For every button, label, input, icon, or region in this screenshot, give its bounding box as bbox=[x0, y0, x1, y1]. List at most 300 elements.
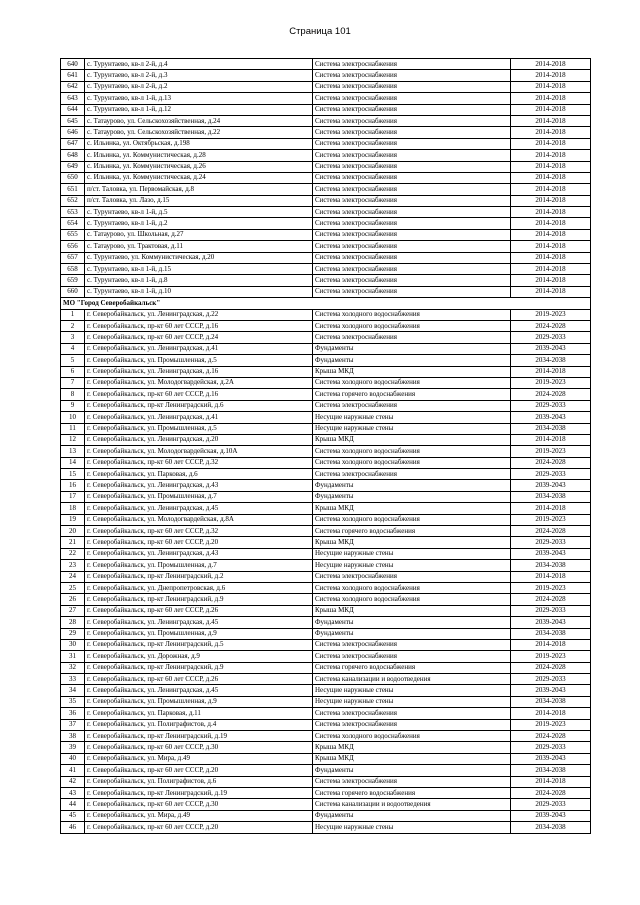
system-cell: Система электроснабжения bbox=[313, 229, 511, 240]
table-row bbox=[61, 115, 591, 126]
address-cell: г. Северобайкальск, ул. Мира, д.49 bbox=[85, 810, 313, 821]
period-cell: 2034-2038 bbox=[511, 355, 591, 366]
row-number: 643 bbox=[61, 93, 85, 104]
table-row bbox=[61, 491, 591, 502]
row-number: 18 bbox=[61, 503, 85, 514]
address-cell: с. Турунтаево, ул. Коммунистическая, д.20 bbox=[85, 252, 313, 263]
system-cell: Система электроснабжения bbox=[313, 332, 511, 343]
address-cell: г. Северобайкальск, ул. Ленинградская, д.45 bbox=[85, 503, 313, 514]
address-cell: г. Северобайкальск, пр-кт 60 лет СССР, д.20 bbox=[85, 822, 313, 833]
system-cell: Система электроснабжения bbox=[313, 127, 511, 138]
address-cell: с. Турунтаево, кв-л 1-й, д.8 bbox=[85, 275, 313, 286]
table-row bbox=[61, 343, 591, 354]
table-row bbox=[61, 457, 591, 468]
system-cell: Система электроснабжения bbox=[313, 469, 511, 480]
address-cell: с. Ильинка, ул. Октябрьская, д.198 bbox=[85, 138, 313, 149]
table-row bbox=[61, 59, 591, 70]
period-cell: 2034-2038 bbox=[511, 765, 591, 776]
period-cell: 2014-2018 bbox=[511, 127, 591, 138]
table-row bbox=[61, 241, 591, 252]
period-cell: 2014-2018 bbox=[511, 150, 591, 161]
system-cell: Система горячего водоснабжения bbox=[313, 389, 511, 400]
system-cell: Система электроснабжения bbox=[313, 275, 511, 286]
table-row bbox=[61, 195, 591, 206]
system-cell: Система электроснабжения bbox=[313, 571, 511, 582]
table-row bbox=[61, 514, 591, 525]
row-number: 15 bbox=[61, 469, 85, 480]
period-cell: 2024-2028 bbox=[511, 788, 591, 799]
row-number: 27 bbox=[61, 605, 85, 616]
period-cell: 2029-2033 bbox=[511, 537, 591, 548]
period-cell: 2039-2043 bbox=[511, 810, 591, 821]
system-cell: Система холодного водоснабжения bbox=[313, 320, 511, 331]
system-cell: Система электроснабжения bbox=[313, 400, 511, 411]
row-number: 649 bbox=[61, 161, 85, 172]
system-cell: Система электроснабжения bbox=[313, 172, 511, 183]
row-number: 10 bbox=[61, 412, 85, 423]
period-cell: 2014-2018 bbox=[511, 503, 591, 514]
address-cell: г. Северобайкальск, пр-кт 60 лет СССР, д.16 bbox=[85, 389, 313, 400]
table-row bbox=[61, 731, 591, 742]
system-cell: Система горячего водоснабжения bbox=[313, 788, 511, 799]
address-cell: с. Турунтаево, кв-л 1-й, д.13 bbox=[85, 93, 313, 104]
table-row bbox=[61, 503, 591, 514]
row-number: 12 bbox=[61, 434, 85, 445]
row-number: 23 bbox=[61, 560, 85, 571]
row-number: 13 bbox=[61, 446, 85, 457]
table-row bbox=[61, 150, 591, 161]
period-cell: 2014-2018 bbox=[511, 115, 591, 126]
table-row bbox=[61, 582, 591, 593]
table-row bbox=[61, 560, 591, 571]
period-cell: 2029-2033 bbox=[511, 799, 591, 810]
address-cell: г. Северобайкальск, ул. Молодогвардейская, д.10А bbox=[85, 446, 313, 457]
register-table bbox=[60, 58, 591, 834]
table-row bbox=[61, 286, 591, 297]
row-number: 659 bbox=[61, 275, 85, 286]
table-row bbox=[61, 662, 591, 673]
row-number: 44 bbox=[61, 799, 85, 810]
table-row bbox=[61, 446, 591, 457]
address-cell: г. Северобайкальск, ул. Ленинградская, д.16 bbox=[85, 366, 313, 377]
period-cell: 2014-2018 bbox=[511, 104, 591, 115]
address-cell: г. Северобайкальск, ул. Полиграфистов, д.4 bbox=[85, 719, 313, 730]
table-row bbox=[61, 685, 591, 696]
table-row bbox=[61, 548, 591, 559]
period-cell: 2024-2028 bbox=[511, 389, 591, 400]
address-cell: с. Татаурово, ул. Трактовая, д.11 bbox=[85, 241, 313, 252]
system-cell: Несущие наружные стены bbox=[313, 560, 511, 571]
period-cell: 2029-2033 bbox=[511, 400, 591, 411]
row-number: 658 bbox=[61, 264, 85, 275]
row-number: 31 bbox=[61, 651, 85, 662]
row-number: 26 bbox=[61, 594, 85, 605]
table-row bbox=[61, 389, 591, 400]
period-cell: 2024-2028 bbox=[511, 731, 591, 742]
register-table-body bbox=[61, 59, 591, 834]
period-cell: 2014-2018 bbox=[511, 195, 591, 206]
table-row bbox=[61, 412, 591, 423]
section-title: МО "Город Северобайкальск" bbox=[61, 298, 591, 309]
row-number: 647 bbox=[61, 138, 85, 149]
table-row bbox=[61, 127, 591, 138]
row-number: 650 bbox=[61, 172, 85, 183]
table-row bbox=[61, 172, 591, 183]
row-number: 6 bbox=[61, 366, 85, 377]
system-cell: Система электроснабжения bbox=[313, 104, 511, 115]
period-cell: 2019-2023 bbox=[511, 719, 591, 730]
row-number: 37 bbox=[61, 719, 85, 730]
table-row bbox=[61, 719, 591, 730]
address-cell: г. Северобайкальск, ул. Мира, д.49 bbox=[85, 753, 313, 764]
table-row bbox=[61, 81, 591, 92]
system-cell: Фундаменты bbox=[313, 810, 511, 821]
address-cell: п/ст. Таловка, ул. Лазо, д.15 bbox=[85, 195, 313, 206]
period-cell: 2014-2018 bbox=[511, 286, 591, 297]
table-row bbox=[61, 377, 591, 388]
system-cell: Система электроснабжения bbox=[313, 59, 511, 70]
period-cell: 2014-2018 bbox=[511, 218, 591, 229]
table-row bbox=[61, 788, 591, 799]
row-number: 653 bbox=[61, 207, 85, 218]
address-cell: г. Северобайкальск, пр-кт 60 лет СССР, д.20 bbox=[85, 765, 313, 776]
row-number: 17 bbox=[61, 491, 85, 502]
table-row bbox=[61, 320, 591, 331]
table-row bbox=[61, 605, 591, 616]
period-cell: 2024-2028 bbox=[511, 594, 591, 605]
system-cell: Система электроснабжения bbox=[313, 184, 511, 195]
period-cell: 2019-2023 bbox=[511, 651, 591, 662]
period-cell: 2029-2033 bbox=[511, 674, 591, 685]
address-cell: г. Северобайкальск, ул. Ленинградская, д.43 bbox=[85, 548, 313, 559]
table-row bbox=[61, 526, 591, 537]
address-cell: с. Татаурово, ул. Сельскохозяйственная, д.24 bbox=[85, 115, 313, 126]
address-cell: г. Северобайкальск, пр-кт 60 лет СССР, д.30 bbox=[85, 742, 313, 753]
period-cell: 2014-2018 bbox=[511, 241, 591, 252]
address-cell: с. Турунтаево, кв-л 2-й, д.3 bbox=[85, 70, 313, 81]
period-cell: 2034-2038 bbox=[511, 628, 591, 639]
row-number: 30 bbox=[61, 639, 85, 650]
table-row bbox=[61, 810, 591, 821]
table-row bbox=[61, 639, 591, 650]
row-number: 14 bbox=[61, 457, 85, 468]
period-cell: 2039-2043 bbox=[511, 617, 591, 628]
system-cell: Система горячего водоснабжения bbox=[313, 526, 511, 537]
table-row bbox=[61, 480, 591, 491]
address-cell: с. Турунтаево, кв-л 1-й, д.10 bbox=[85, 286, 313, 297]
row-number: 4 bbox=[61, 343, 85, 354]
period-cell: 2014-2018 bbox=[511, 70, 591, 81]
table-row bbox=[61, 628, 591, 639]
period-cell: 2014-2018 bbox=[511, 81, 591, 92]
row-number: 640 bbox=[61, 59, 85, 70]
period-cell: 2019-2023 bbox=[511, 446, 591, 457]
period-cell: 2014-2018 bbox=[511, 275, 591, 286]
period-cell: 2034-2038 bbox=[511, 423, 591, 434]
address-cell: г. Северобайкальск, пр-кт Ленинградский, д.5 bbox=[85, 639, 313, 650]
row-number: 28 bbox=[61, 617, 85, 628]
period-cell: 2014-2018 bbox=[511, 708, 591, 719]
row-number: 11 bbox=[61, 423, 85, 434]
period-cell: 2024-2028 bbox=[511, 457, 591, 468]
period-cell: 2039-2043 bbox=[511, 685, 591, 696]
period-cell: 2029-2033 bbox=[511, 605, 591, 616]
table-row bbox=[61, 207, 591, 218]
address-cell: г. Северобайкальск, ул. Полиграфистов, д.6 bbox=[85, 776, 313, 787]
row-number: 2 bbox=[61, 320, 85, 331]
period-cell: 2014-2018 bbox=[511, 571, 591, 582]
system-cell: Крыша МКД bbox=[313, 366, 511, 377]
table-row bbox=[61, 252, 591, 263]
period-cell: 2019-2023 bbox=[511, 309, 591, 320]
table-row bbox=[61, 218, 591, 229]
row-number: 39 bbox=[61, 742, 85, 753]
period-cell: 2014-2018 bbox=[511, 264, 591, 275]
table-row bbox=[61, 93, 591, 104]
table-row bbox=[61, 161, 591, 172]
period-cell: 2039-2043 bbox=[511, 548, 591, 559]
address-cell: г. Северобайкальск, пр-кт 60 лет СССР, д.26 bbox=[85, 674, 313, 685]
row-number: 641 bbox=[61, 70, 85, 81]
table-row bbox=[61, 275, 591, 286]
system-cell: Система горячего водоснабжения bbox=[313, 662, 511, 673]
section-row bbox=[61, 298, 591, 309]
period-cell: 2039-2043 bbox=[511, 343, 591, 354]
row-number: 32 bbox=[61, 662, 85, 673]
system-cell: Фундаменты bbox=[313, 355, 511, 366]
address-cell: г. Северобайкальск, ул. Ленинградская, д.43 bbox=[85, 480, 313, 491]
system-cell: Фундаменты bbox=[313, 617, 511, 628]
system-cell: Система электроснабжения bbox=[313, 252, 511, 263]
row-number: 645 bbox=[61, 115, 85, 126]
row-number: 657 bbox=[61, 252, 85, 263]
table-row bbox=[61, 332, 591, 343]
system-cell: Система электроснабжения bbox=[313, 81, 511, 92]
address-cell: г. Северобайкальск, пр-кт 60 лет СССР, д.32 bbox=[85, 457, 313, 468]
system-cell: Система холодного водоснабжения bbox=[313, 309, 511, 320]
system-cell: Система холодного водоснабжения bbox=[313, 594, 511, 605]
row-number: 43 bbox=[61, 788, 85, 799]
table-row bbox=[61, 104, 591, 115]
row-number: 29 bbox=[61, 628, 85, 639]
table-row bbox=[61, 571, 591, 582]
address-cell: г. Северобайкальск, пр-кт 60 лет СССР, д.20 bbox=[85, 537, 313, 548]
row-number: 45 bbox=[61, 810, 85, 821]
period-cell: 2034-2038 bbox=[511, 822, 591, 833]
system-cell: Система холодного водоснабжения bbox=[313, 582, 511, 593]
row-number: 40 bbox=[61, 753, 85, 764]
table-row bbox=[61, 537, 591, 548]
address-cell: с. Турунтаево, кв-л 2-й, д.4 bbox=[85, 59, 313, 70]
period-cell: 2014-2018 bbox=[511, 229, 591, 240]
row-number: 24 bbox=[61, 571, 85, 582]
address-cell: г. Северобайкальск, ул. Ленинградская, д.41 bbox=[85, 412, 313, 423]
table-row bbox=[61, 822, 591, 833]
row-number: 38 bbox=[61, 731, 85, 742]
address-cell: г. Северобайкальск, ул. Молодогвардейская, д.2А bbox=[85, 377, 313, 388]
system-cell: Крыша МКД bbox=[313, 434, 511, 445]
system-cell: Система электроснабжения bbox=[313, 639, 511, 650]
period-cell: 2014-2018 bbox=[511, 59, 591, 70]
period-cell: 2029-2033 bbox=[511, 469, 591, 480]
system-cell: Крыша МКД bbox=[313, 605, 511, 616]
system-cell: Система электроснабжения bbox=[313, 719, 511, 730]
row-number: 9 bbox=[61, 400, 85, 411]
row-number: 42 bbox=[61, 776, 85, 787]
row-number: 20 bbox=[61, 526, 85, 537]
period-cell: 2014-2018 bbox=[511, 366, 591, 377]
table-row bbox=[61, 229, 591, 240]
period-cell: 2034-2038 bbox=[511, 491, 591, 502]
system-cell: Система электроснабжения bbox=[313, 708, 511, 719]
system-cell: Система холодного водоснабжения bbox=[313, 731, 511, 742]
row-number: 22 bbox=[61, 548, 85, 559]
table-row bbox=[61, 776, 591, 787]
system-cell: Система электроснабжения bbox=[313, 264, 511, 275]
row-number: 648 bbox=[61, 150, 85, 161]
table-row bbox=[61, 434, 591, 445]
period-cell: 2019-2023 bbox=[511, 514, 591, 525]
table-row bbox=[61, 617, 591, 628]
address-cell: г. Северобайкальск, пр-кт 60 лет СССР, д.32 bbox=[85, 526, 313, 537]
period-cell: 2014-2018 bbox=[511, 776, 591, 787]
address-cell: г. Северобайкальск, ул. Промышленная, д.5 bbox=[85, 355, 313, 366]
address-cell: г. Северобайкальск, пр-кт Ленинградский, д.19 bbox=[85, 788, 313, 799]
row-number: 5 bbox=[61, 355, 85, 366]
table-row bbox=[61, 355, 591, 366]
system-cell: Фундаменты bbox=[313, 491, 511, 502]
system-cell: Система электроснабжения bbox=[313, 115, 511, 126]
period-cell: 2014-2018 bbox=[511, 434, 591, 445]
table-row bbox=[61, 594, 591, 605]
period-cell: 2029-2033 bbox=[511, 742, 591, 753]
system-cell: Система электроснабжения bbox=[313, 150, 511, 161]
period-cell: 2014-2018 bbox=[511, 161, 591, 172]
table-row bbox=[61, 264, 591, 275]
row-number: 644 bbox=[61, 104, 85, 115]
period-cell: 2034-2038 bbox=[511, 560, 591, 571]
address-cell: г. Северобайкальск, ул. Промышленная, д.7 bbox=[85, 560, 313, 571]
table-row bbox=[61, 423, 591, 434]
period-cell: 2039-2043 bbox=[511, 480, 591, 491]
row-number: 19 bbox=[61, 514, 85, 525]
row-number: 35 bbox=[61, 696, 85, 707]
system-cell: Система холодного водоснабжения bbox=[313, 446, 511, 457]
period-cell: 2014-2018 bbox=[511, 138, 591, 149]
period-cell: 2024-2028 bbox=[511, 662, 591, 673]
address-cell: с. Татаурово, ул. Школьная, д.27 bbox=[85, 229, 313, 240]
address-cell: г. Северобайкальск, пр-кт 60 лет СССР, д.16 bbox=[85, 320, 313, 331]
period-cell: 2024-2028 bbox=[511, 320, 591, 331]
address-cell: г. Северобайкальск, пр-кт Ленинградский, д.6 bbox=[85, 400, 313, 411]
address-cell: с. Ильинка, ул. Коммунистическая, д.24 bbox=[85, 172, 313, 183]
table-row bbox=[61, 799, 591, 810]
system-cell: Система электроснабжения bbox=[313, 70, 511, 81]
row-number: 3 bbox=[61, 332, 85, 343]
period-cell: 2039-2043 bbox=[511, 412, 591, 423]
system-cell: Фундаменты bbox=[313, 628, 511, 639]
period-cell: 2014-2018 bbox=[511, 184, 591, 195]
period-cell: 2014-2018 bbox=[511, 172, 591, 183]
system-cell: Несущие наружные стены bbox=[313, 822, 511, 833]
system-cell: Система электроснабжения bbox=[313, 195, 511, 206]
row-number: 41 bbox=[61, 765, 85, 776]
period-cell: 2034-2038 bbox=[511, 696, 591, 707]
period-cell: 2014-2018 bbox=[511, 93, 591, 104]
page-header: Страница 101 bbox=[289, 26, 351, 37]
table-row bbox=[61, 708, 591, 719]
system-cell: Система канализации и водоотведения bbox=[313, 674, 511, 685]
row-number: 651 bbox=[61, 184, 85, 195]
system-cell: Система холодного водоснабжения bbox=[313, 457, 511, 468]
table-row bbox=[61, 184, 591, 195]
address-cell: г. Северобайкальск, ул. Промышленная, д.9 bbox=[85, 696, 313, 707]
row-number: 34 bbox=[61, 685, 85, 696]
address-cell: г. Северобайкальск, ул. Днепропетровская, д.6 bbox=[85, 582, 313, 593]
row-number: 8 bbox=[61, 389, 85, 400]
address-cell: г. Северобайкальск, пр-кт Ленинградский, д.9 bbox=[85, 594, 313, 605]
row-number: 660 bbox=[61, 286, 85, 297]
address-cell: с. Турунтаево, кв-л 2-й, д.2 bbox=[85, 81, 313, 92]
table-row bbox=[61, 400, 591, 411]
table-row bbox=[61, 469, 591, 480]
period-cell: 2039-2043 bbox=[511, 753, 591, 764]
period-cell: 2019-2023 bbox=[511, 582, 591, 593]
period-cell: 2029-2033 bbox=[511, 332, 591, 343]
address-cell: г. Северобайкальск, пр-кт 60 лет СССР, д.26 bbox=[85, 605, 313, 616]
period-cell: 2019-2023 bbox=[511, 377, 591, 388]
row-number: 33 bbox=[61, 674, 85, 685]
row-number: 652 bbox=[61, 195, 85, 206]
system-cell: Система канализации и водоотведения bbox=[313, 799, 511, 810]
address-cell: г. Северобайкальск, ул. Молодогвардейская, д.8А bbox=[85, 514, 313, 525]
row-number: 21 bbox=[61, 537, 85, 548]
address-cell: г. Северобайкальск, пр-кт 60 лет СССР, д.24 bbox=[85, 332, 313, 343]
system-cell: Крыша МКД bbox=[313, 742, 511, 753]
system-cell: Несущие наружные стены bbox=[313, 696, 511, 707]
system-cell: Фундаменты bbox=[313, 343, 511, 354]
system-cell: Фундаменты bbox=[313, 480, 511, 491]
system-cell: Система электроснабжения bbox=[313, 218, 511, 229]
system-cell: Крыша МКД bbox=[313, 503, 511, 514]
row-number: 25 bbox=[61, 582, 85, 593]
address-cell: с. Турунтаево, кв-л 1-й, д.5 bbox=[85, 207, 313, 218]
system-cell: Несущие наружные стены bbox=[313, 412, 511, 423]
address-cell: г. Северобайкальск, пр-кт Ленинградский, д.19 bbox=[85, 731, 313, 742]
address-cell: г. Северобайкальск, ул. Ленинградская, д.20 bbox=[85, 434, 313, 445]
row-number: 655 bbox=[61, 229, 85, 240]
address-cell: г. Северобайкальск, пр-кт Ленинградский, д.2 bbox=[85, 571, 313, 582]
address-cell: с. Турунтаево, кв-л 1-й, д.15 bbox=[85, 264, 313, 275]
system-cell: Несущие наружные стены bbox=[313, 685, 511, 696]
system-cell: Система электроснабжения bbox=[313, 161, 511, 172]
address-cell: г. Северобайкальск, ул. Ленинградская, д.41 bbox=[85, 343, 313, 354]
system-cell: Система электроснабжения bbox=[313, 286, 511, 297]
system-cell: Крыша МКД bbox=[313, 537, 511, 548]
row-number: 646 bbox=[61, 127, 85, 138]
table-row bbox=[61, 765, 591, 776]
address-cell: г. Северобайкальск, ул. Промышленная, д.7 bbox=[85, 491, 313, 502]
system-cell: Система электроснабжения bbox=[313, 241, 511, 252]
system-cell: Система электроснабжения bbox=[313, 138, 511, 149]
system-cell: Несущие наружные стены bbox=[313, 548, 511, 559]
address-cell: с. Ильинка, ул. Коммунистическая, д.28 bbox=[85, 150, 313, 161]
period-cell: 2024-2028 bbox=[511, 526, 591, 537]
table-row bbox=[61, 753, 591, 764]
row-number: 642 bbox=[61, 81, 85, 92]
address-cell: с. Турунтаево, кв-л 1-й, д.12 bbox=[85, 104, 313, 115]
address-cell: г. Северобайкальск, ул. Ленинградская, д.22 bbox=[85, 309, 313, 320]
